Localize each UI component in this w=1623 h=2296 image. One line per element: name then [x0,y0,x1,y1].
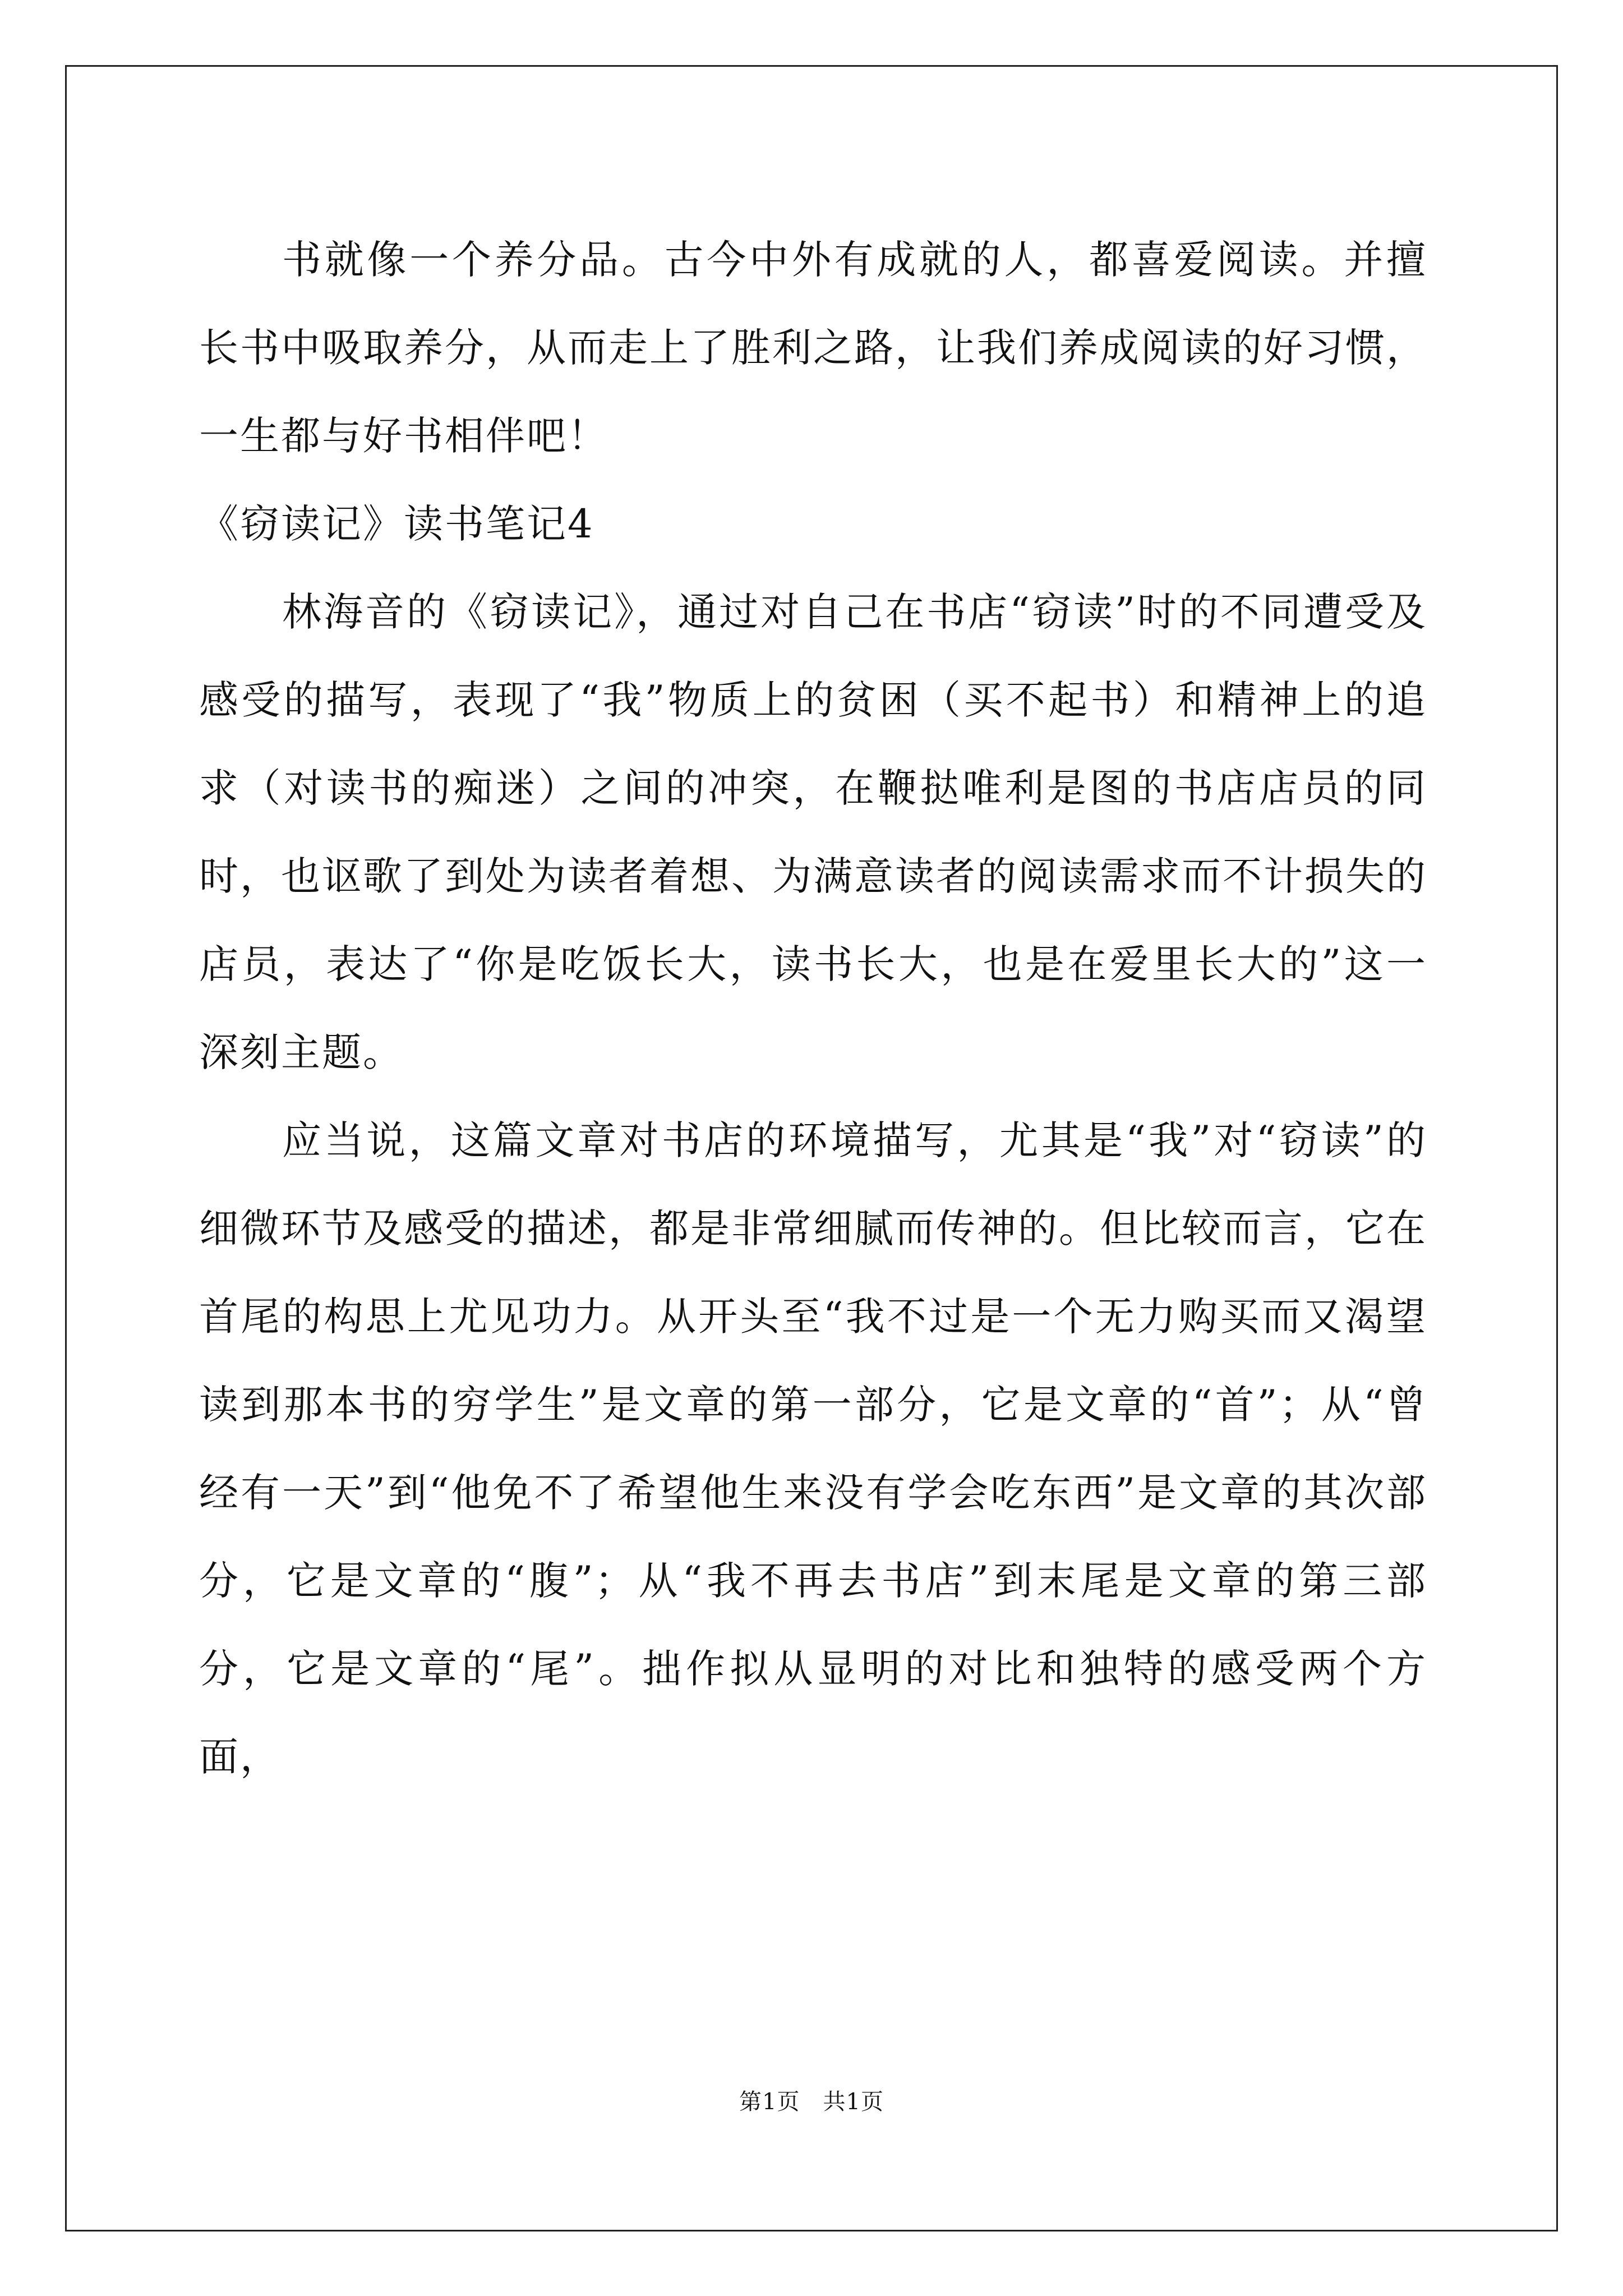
paragraph-intro: 书就像一个养分品。古今中外有成就的人，都喜爱阅读。并擅长书中吸取养分，从而走上了胜利之路，让我们养成阅读的好习惯，一生都与好书相伴吧！ [199,237,1427,459]
section-heading: 《窃读记》读书笔记4 [199,501,594,547]
document-body [199,216,1427,1801]
page-footer: 第1页 共1页 [739,2089,884,2115]
paragraph-analysis: 应当说，这篇文章对书店的环境描写，尤其是“我”对“窃读”的细微环节及感受的描述，都是非常细腻而传神的。但比较而言，它在首尾的构思上尤见功力。从开头至“我不过是一个无力购买而又渴望读到那本书的穷学生”是文章的第一部分，它是文章的“首”；从“曾经有一天”到“他免不了希望他生来没有学会吃东西”是文章的其次部分，它是文章的“腹”；从“我不再去书店”到末尾是文章的第三部分，它是文章的“尾”。拙作拟从显明的对比和独特的感受两个方面， [199,1117,1427,1780]
paragraph-summary: 林海音的《窃读记》，通过对自己在书店“窃读”时的不同遭受及感受的描写，表现了“我”物质上的贫困（买不起书）和精神上的追求（对读书的痴迷）之间的冲突，在鞭挞唯利是图的书店店员的同时，也讴歌了到处为读者着想、为满意读者的阅读需求而不计损失的店员，表达了“你是吃饭长大，读书长大，也是在爱里长大的”这一深刻主题。 [199,589,1427,1075]
